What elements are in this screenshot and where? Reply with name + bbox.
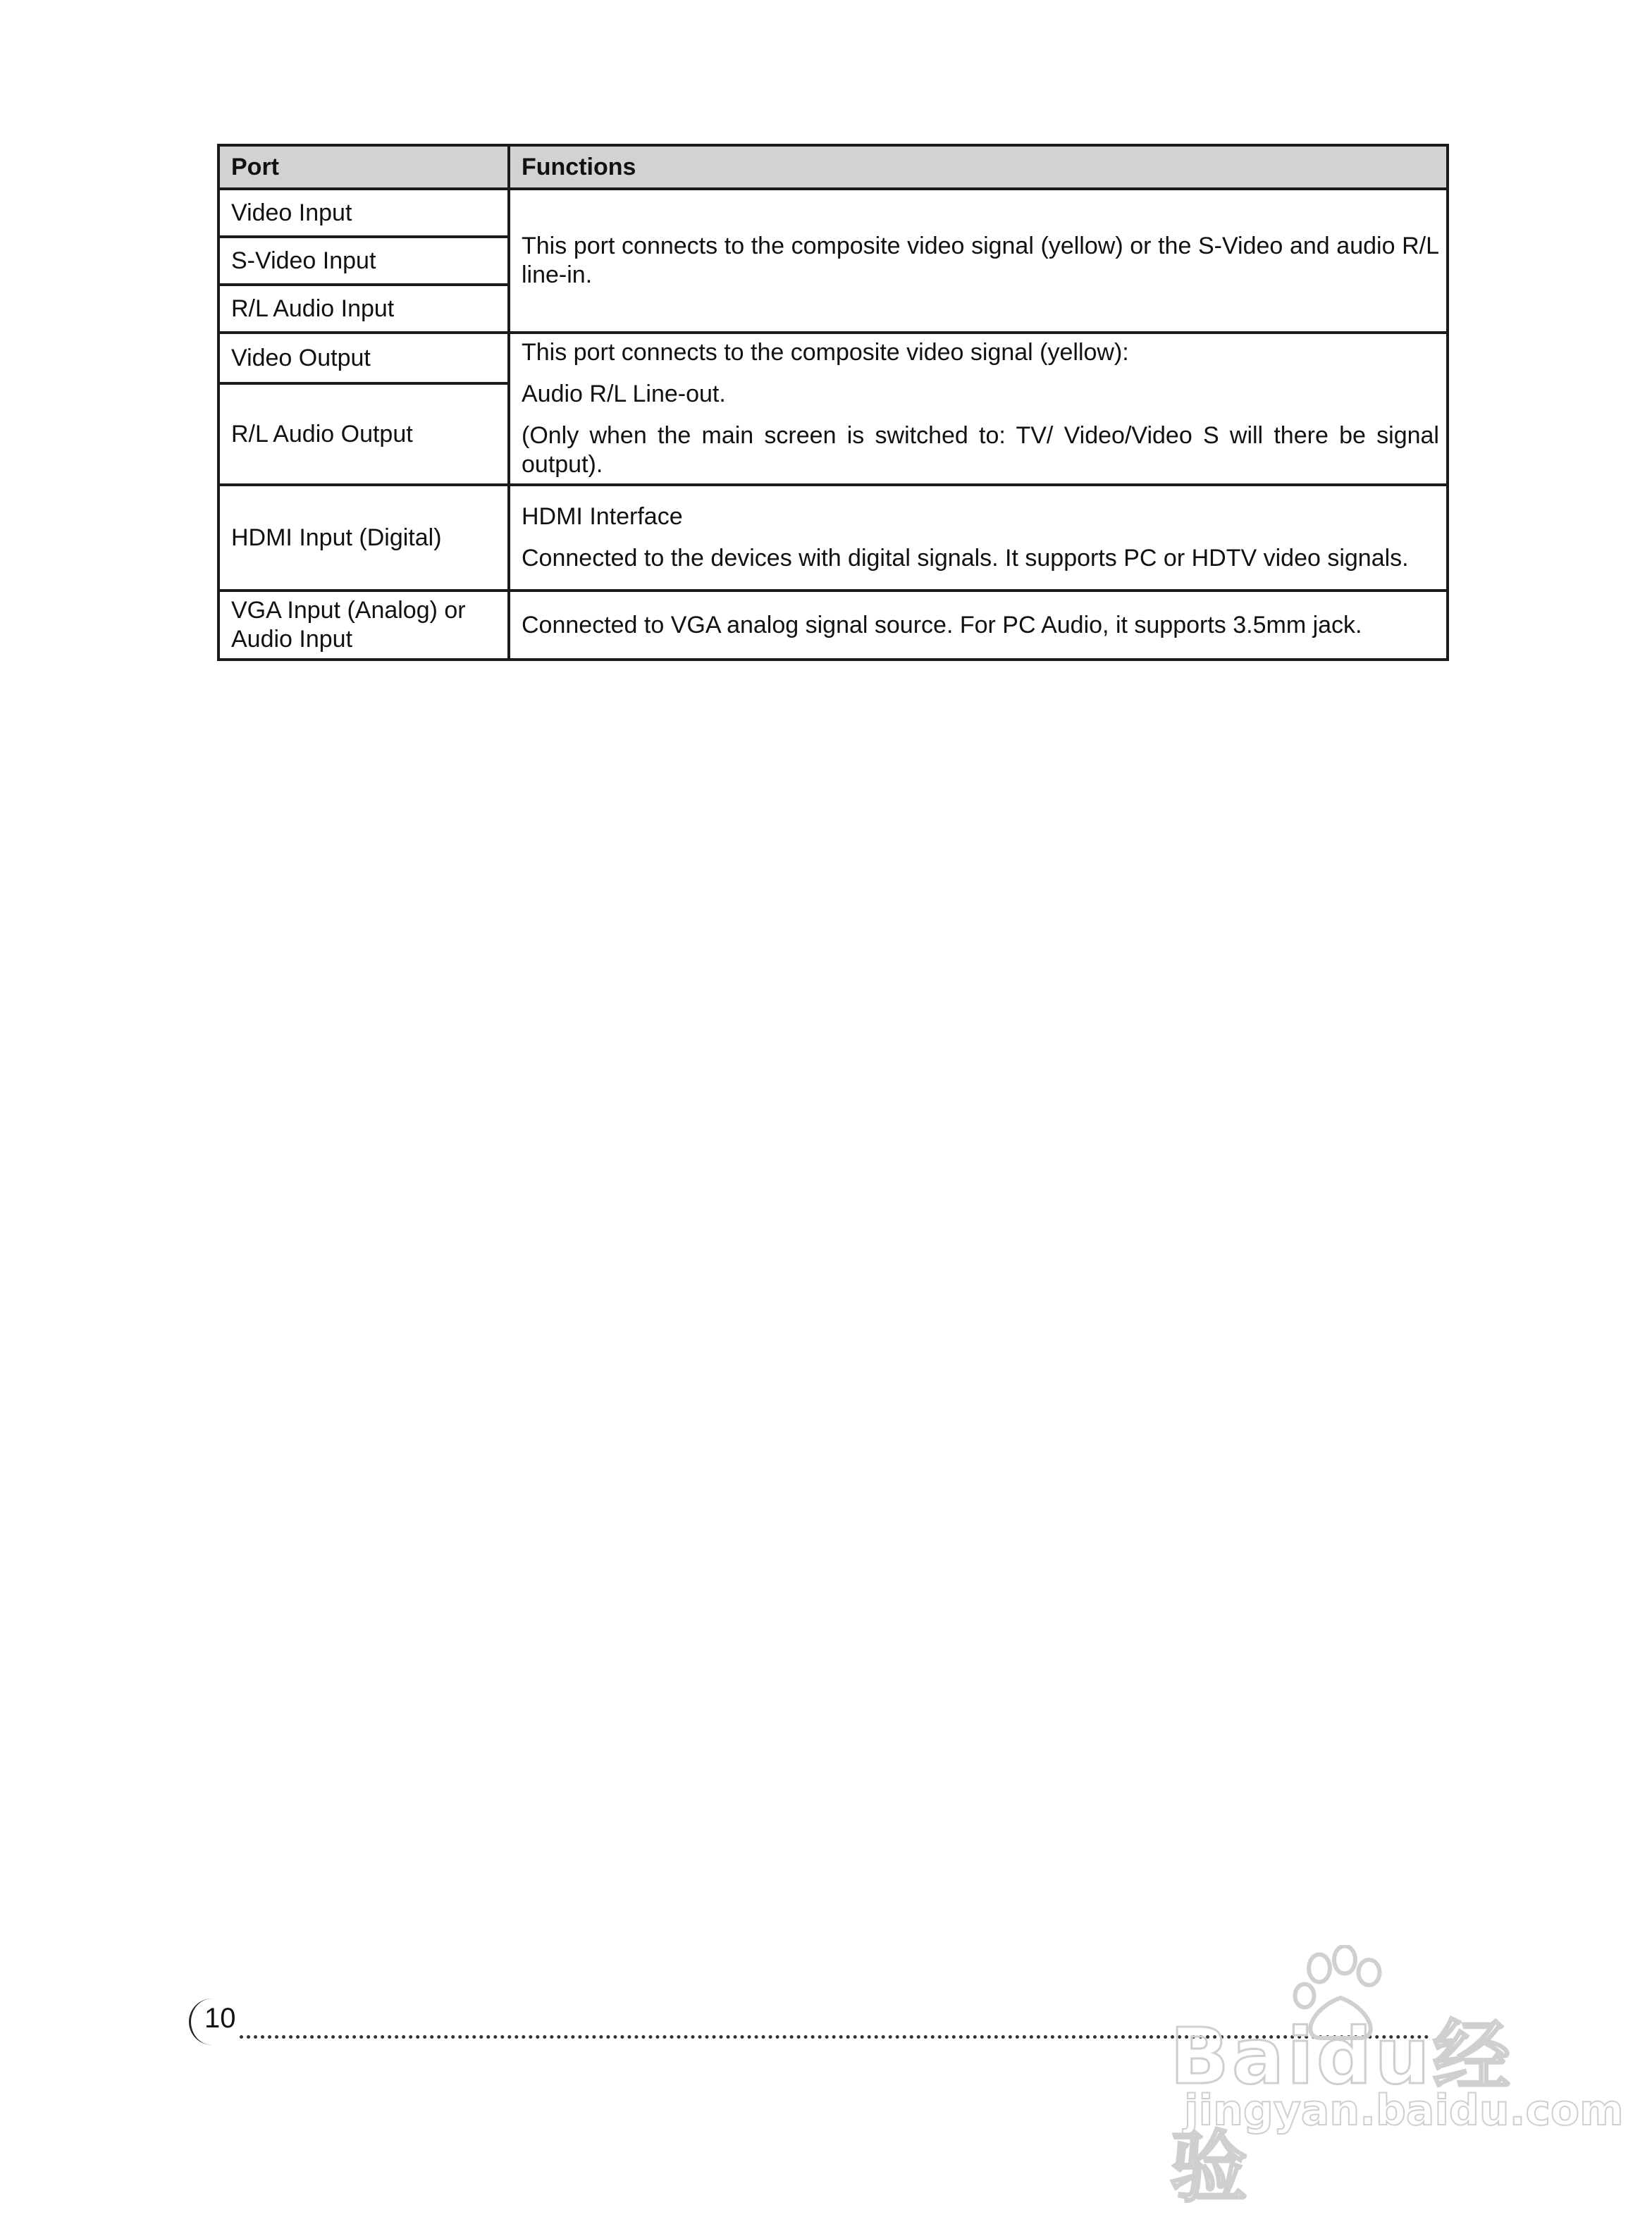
watermark-brand: Baidu经验 [1170, 2011, 1513, 2213]
port-cell: S-Video Input [218, 237, 509, 285]
function-text: HDMI Interface [522, 503, 683, 530]
page-number: 10 [204, 2003, 236, 2034]
table-header-row [218, 145, 1448, 189]
function-text: This port connects to the composite video signal (yellow) or the S-Video and audio R/L line-in. [522, 233, 1439, 288]
table-row [218, 485, 1448, 591]
function-cell [509, 333, 1448, 485]
baidu-watermark [1156, 1945, 1624, 2213]
port-cell: Video Input [218, 189, 509, 237]
watermark-url: jingyan.baidu.com [1184, 2086, 1624, 2135]
header-port: Port [218, 145, 509, 189]
function-cell [509, 189, 1448, 333]
port-cell: VGA Input (Analog) or Audio Input [218, 591, 509, 660]
function-cell [509, 591, 1448, 660]
port-cell: R/L Audio Output [218, 383, 509, 485]
table-row [218, 189, 1448, 237]
function-text: (Only when the main screen is switched to: TV/ Video/Video S will there be signal output). [522, 422, 1439, 478]
function-cell [509, 485, 1448, 591]
function-text: Audio R/L Line-out. [522, 381, 726, 407]
header-functions: Functions [509, 145, 1448, 189]
table-row [218, 591, 1448, 660]
table-row [218, 333, 1448, 383]
port-functions-table [217, 144, 1449, 661]
port-cell: R/L Audio Input [218, 285, 509, 333]
function-text: Connected to the devices with digital signals. It supports PC or HDTV video signals. [522, 545, 1409, 572]
function-text: This port connects to the composite video signal (yellow): [522, 339, 1129, 366]
port-cell: Video Output [218, 333, 509, 383]
port-cell: HDMI Input (Digital) [218, 485, 509, 591]
function-text: Connected to VGA analog signal source. For PC Audio, it supports 3.5mm jack. [522, 611, 1362, 638]
